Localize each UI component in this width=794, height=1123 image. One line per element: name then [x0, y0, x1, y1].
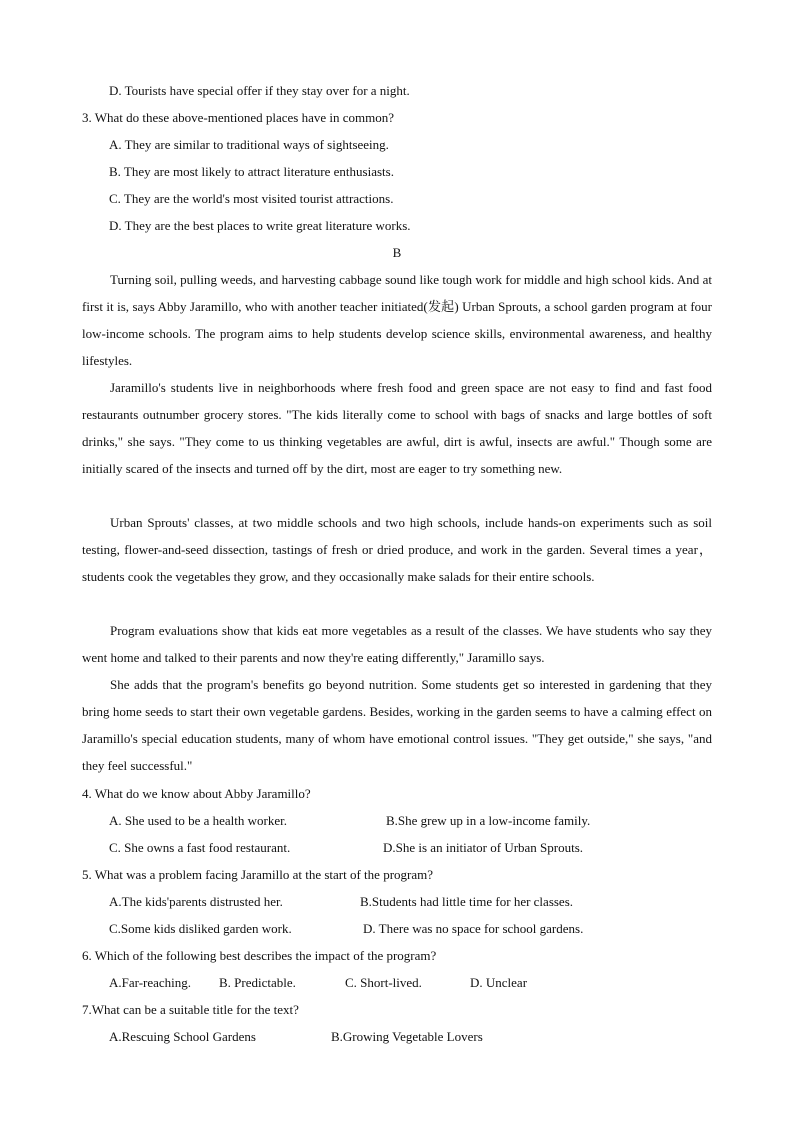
q7-option-a: A.Rescuing School Gardens — [109, 1029, 256, 1044]
q6-option-d: D. Unclear — [470, 975, 528, 990]
q6-option-a: A.Far-reaching. — [109, 975, 192, 990]
q4-option-a: A. She used to be a health worker. — [109, 813, 287, 828]
passage-paragraph-2: Jaramillo's students live in neighborhoods where fresh food and green space are not easy to find and fast food restaurants outnumber grocery stores. "The kids literally come to school with bags of snacks and large bottles of soft drinks," she says. "They come to us thinking vegetables are awful, dirt is awful, insects are awful." Though some are initially scared of the insects and turned off by the dirt, most are eager to try something new. — [82, 380, 712, 476]
q2-option-d: D. Tourists have special offer if they stay over for a night. — [109, 83, 410, 98]
passage-paragraph-1: Turning soil, pulling weeds, and harvesting cabbage sound like tough work for middle and high school kids. And at first it is, says Abby Jaramillo, who with another teacher initiated(发起) Urban Sprouts, a school garden program at four low-income schools. The program aims to help students develop science skills, environmental awareness, and healthy lifestyles. — [82, 272, 712, 368]
q6-option-b: B. Predictable. — [219, 975, 296, 990]
q5-option-d: D. There was no space for school gardens. — [363, 921, 584, 936]
q4-stem: 4. What do we know about Abby Jaramillo? — [82, 786, 311, 801]
q5-option-a: A.The kids'parents distrusted her. — [109, 894, 283, 909]
passage-paragraph-3: Urban Sprouts' classes, at two middle schools and two high schools, include hands-on experiments such as soil testing, flower-and-seed dissection, tastings of fresh or dried produce, and work in the garden. Several times a year， students cook the vegetables they grow, and they occasionally make salads for their entire schools. — [82, 515, 712, 584]
q5-option-c: C.Some kids disliked garden work. — [109, 921, 292, 936]
q6-stem: 6. Which of the following best describes the impact of the program? — [82, 948, 437, 963]
q5-stem: 5. What was a problem facing Jaramillo at the start of the program? — [82, 867, 433, 882]
q3-stem: 3. What do these above-mentioned places have in common? — [82, 110, 395, 125]
q3-option-d: D. They are the best places to write great literature works. — [109, 218, 411, 233]
q6-option-c: C. Short-lived. — [345, 975, 422, 990]
q3-option-a: A. They are similar to traditional ways of sightseeing. — [109, 137, 389, 152]
section-label: B — [392, 245, 402, 260]
q3-option-b: B. They are most likely to attract literature enthusiasts. — [109, 164, 394, 179]
q7-stem: 7.What can be a suitable title for the text? — [82, 1002, 299, 1017]
passage-paragraph-5: She adds that the program's benefits go beyond nutrition. Some students get so interested in gardening that they bring home seeds to start their own vegetable gardens. Besides, working in the garden seems to have a calming effect on Jaramillo's special education students, many of whom have emotional control issues. "They get outside," she says, "and they feel successful." — [82, 677, 712, 773]
q5-option-b: B.Students had little time for her classes. — [360, 894, 574, 909]
passage-paragraph-4: Program evaluations show that kids eat more vegetables as a result of the classes. We have students who say they went home and talked to their parents and now they're eating differently," Jaramillo says. — [82, 623, 712, 665]
q4-option-c: C. She owns a fast food restaurant. — [109, 840, 291, 855]
q4-option-d: D.She is an initiator of Urban Sprouts. — [383, 840, 584, 855]
q3-option-c: C. They are the world's most visited tourist attractions. — [109, 191, 394, 206]
q7-option-b: B.Growing Vegetable Lovers — [331, 1029, 483, 1044]
q4-option-b: B.She grew up in a low-income family. — [386, 813, 591, 828]
